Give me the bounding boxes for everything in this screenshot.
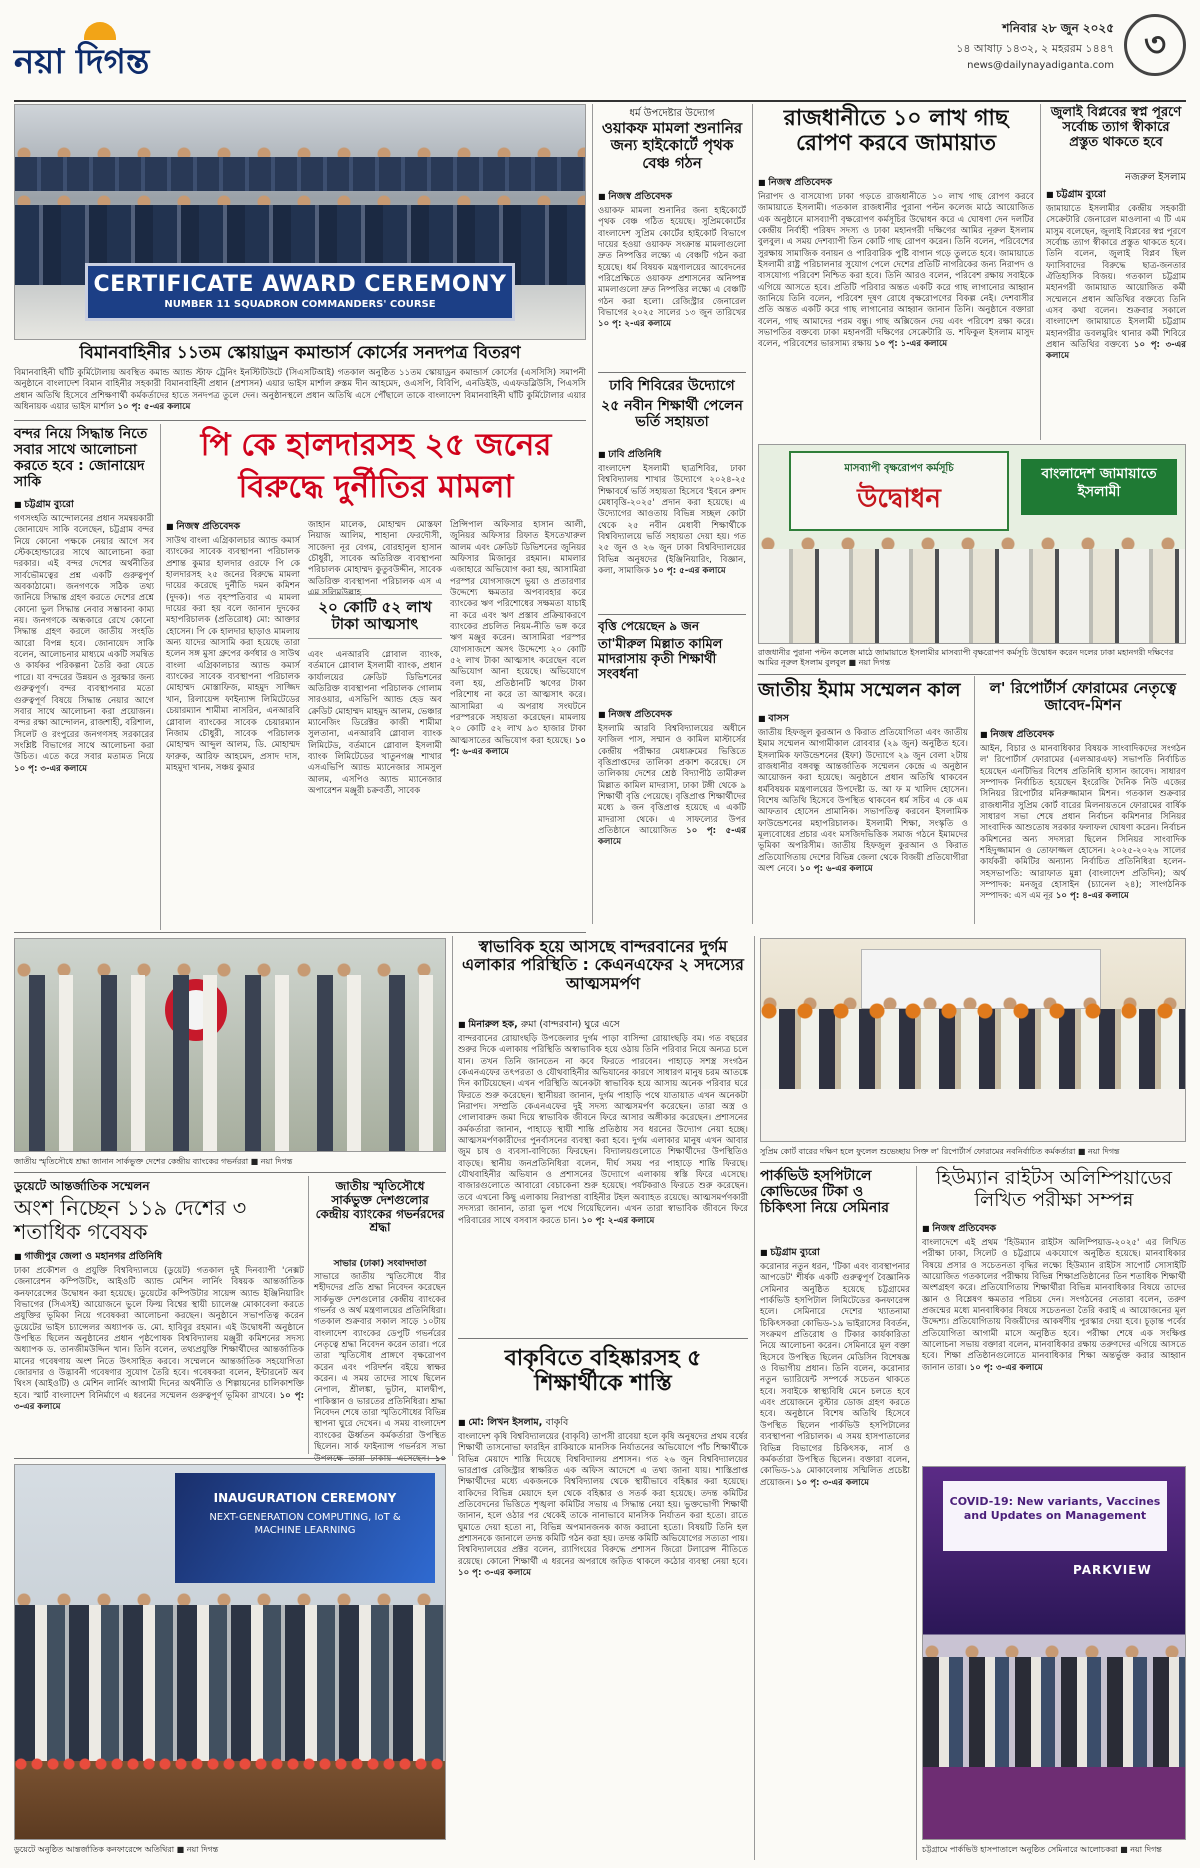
waqf-reporter: ■ নিজস্ব প্রতিবেদক xyxy=(598,190,672,205)
parkview-logo: PARKVIEW xyxy=(1073,1563,1152,1577)
tree-banner-main xyxy=(789,451,1009,531)
memorial-photo xyxy=(14,938,446,1152)
memorial-caption-credit: ■ নয়া দিগন্ত xyxy=(250,1157,293,1166)
parkview-body-text: করোনার নতুন ধরন, 'টিকা এবং ব্যবস্থাপনার আপডেট' শীর্ষক একটি গুরুত্বপূর্ণ বৈজ্ঞানিক সেমিনার অনুষ্ঠিত হয়েছে চট্টগ্রামের পার্কভিউ হসপিটাল লিমিটেডের কনফারেন্স হলে। সেমিনারে দেশের খ্যাতনামা চিকিৎসকরা কোভিড-১৯ ভাইরাসের বিবর্তন, সংক্রমণ প্রতিরোধ ও টিকার কার্যকারিতা নিয়ে আলোচনা করেন। সেমিনারে মূল বক্তা হিসেবে উপস্থিত ছিলেন মেডিসিন বিশেষজ্ঞ ও বিভাগীয় প্রধান। তিনি বলেন, করোনার নতুন ভ্যারিয়েন্ট সম্পর্কে সচেতন থাকতে হবে। সবাইকে স্বাস্থ্যবিধি মেনে চলতে হবে এবং প্রয়োজনে বুস্টার ডোজ গ্রহণ করতে হবে। অনুষ্ঠানে বিশেষ অতিথি হিসেবে উপস্থিত ছিলেন পার্কভিউ হসপিটালের ব্যবস্থাপনা পরিচালক। এ সময় হাসপাতালের বিভিন্ন বিভাগের চিকিৎসক, নার্স ও কর্মকর্তারা উপস্থিত ছিলেন। বক্তারা বলেন, কোভিড-১৯ মোকাবেলায় সম্মিলিত প্রচেষ্টা প্রয়োজন। xyxy=(760,1262,910,1488)
saarc-headline[interactable]: জাতীয় স্মৃতিসৌধে সার্কভুক্ত দেশগুলোর কেন্দ্রীয় ব্যাংকের গভর্নরদের শ্রদ্ধা xyxy=(315,1179,445,1235)
parkview-body xyxy=(760,1262,910,1840)
trees-body xyxy=(758,192,1034,440)
humanrights-more-link[interactable]: ১০ পৃ: ৩-এর কলামে xyxy=(969,1362,1043,1373)
humanrights-body xyxy=(922,1238,1186,1460)
duet-conference-photo xyxy=(14,1464,446,1840)
imam-headline[interactable]: জাতীয় ইমাম সম্মেলন কাল xyxy=(758,679,961,701)
pk-reporter: ■ নিজস্ব প্রতিবেদক xyxy=(166,520,240,535)
rule xyxy=(14,420,586,421)
masthead-logo[interactable] xyxy=(14,22,234,82)
airforce-photo xyxy=(14,104,586,340)
tree-caption-text: রাজধানীর পুরানা পল্টন কলেজ মাঠে জামায়াতে ইসলামীর মাসব্যাপী বৃক্ষরোপণ কর্মসূচি উদ্বোধন করেন দলের ঢাকা মহানগরী দক্ষিণের আমির নূরুল ইসলাম বুলবুল xyxy=(758,648,1174,668)
waqf-headline[interactable]: ওয়াকফ মামলা শুনানির জন্য হাইকোর্টে পৃথক বেঞ্চ গঠন xyxy=(601,119,743,172)
pk-body-col3-text: প্রিন্সিপাল অফিসার হাসান আলী, জুনিয়র অফিসার রিফাত ইসতেখারুল আলম এবং ক্রেডিট ডিভিশনের জুনিয়র অফিসার মিজানুর রহমান। মামলার এজাহারে অভিযোগ করা হয়, আসামিরা পরস্পর যোগসাজশে ভুয়া ও প্রতারণার উদ্দেশ্যে ক্ষমতার অপব্যবহার করে ব্যাংকের ঋণ পরিশোধের সক্ষমতা যাচাই না করে এবং ঋণ প্রস্তাব প্রক্রিয়াকরণে ব্যাংকের প্রচলিত নিয়ম-নীতি ভঙ্গ করে ঋণ মঞ্জুর করেন। আসামিরা পরস্পর যোগসাজশে অসৎ উদ্দেশ্যে ২০ কোটি ৫২ লাখ টাকা আত্মসাৎ করেছেন বলে অভিযোগ আনা হয়েছে। অভিযোগে বলা হয়, প্রতিষ্ঠানটি ঋণের টাকা পরিশোধ না করে তা আত্মসাৎ করে। আসামিরা এ অপরাধ সংঘটনে পরস্পরকে সহায়তা করেছেন। মামলায় ২০ কোটি ৫২ লাখ ৯৩ হাজার টাকা আত্মসাতের অভিযোগ করা হয়েছে। xyxy=(450,520,586,746)
shibir-more-link[interactable]: ১০ পৃ: ৫-এর কলামে xyxy=(652,566,726,577)
law-more-link[interactable]: ১০ পৃ: ৪-এর কলামে xyxy=(1055,891,1129,902)
july-headline[interactable]: জুলাই বিপ্লবের স্বপ্ন পূরণে সর্বোচ্চ ত্যাগ স্বীকারে প্রস্তুত থাকতে হবে xyxy=(1050,105,1182,150)
duet-photo-caption-credit: ■ নয়া দিগন্ত xyxy=(176,1845,219,1854)
rule xyxy=(598,372,746,373)
duet-body-text: ঢাকা প্রকৌশল ও প্রযুক্তি বিশ্ববিদ্যালয়ে (ডুয়েট) গতকাল দুই দিনব্যাপী 'নেক্সট জেনারেশন কম্পিউটিং, আইওটি অ্যান্ড মেশিন লার্নিং বিষয়ক আন্তর্জাতিক কনফারেন্সের উদ্বোধন করা হয়েছে। ডুয়েটের কম্পিউটার সায়েন্স অ্যান্ড ইঞ্জিনিয়ারিং বিভাগের (সিএসই) আয়োজনে ভুলে ফিল্ম বিশ্বের স্থায়ী চ্যালেঞ্জ মোকাবেলা করতে প্রযুক্তির ভূমিকা নিয়ে গবেষকরা আলোচনা করছেন। অনুষ্ঠানে সভাপতিত্ব করেন ডুয়েটের ভাইস চ্যান্সেলর অধ্যাপক ড. মো. হাবিবুর রহমান। এই উদ্বোধনী অনুষ্ঠানে উপস্থিত ছিলেন অনুষ্ঠানের প্রধান পৃষ্ঠপোষক বিশ্ববিদ্যালয় মঞ্জুরী কমিশনের সদস্য অধ্যাপক ড. তানজীমউদ্দিন খান। তিনি বলেন, তথ্যপ্রযুক্তি শিক্ষার্থীদের আন্তর্জাতিক মানের গবেষণায় অংশ নিতে উৎসাহিত করবে। সম্মেলনে আন্তর্জাতিক সহযোগিতা জোরদার ও উদ্ভাবনী গবেষণার সুযোগ তৈরি হবে। গবেষকরা বলেন, ইন্টারনেট অব থিংস (আইওটি) ও মেশিন লার্নিং আগামী দিনের অর্থনীতি ও শিল্পায়নের চালিকাশক্তি হবে। স্মার্ট বাংলাদেশ বিনির্মাণে এ ধরনের সম্মেলন গুরুত্বপূর্ণ ভূমিকা রাখবে। xyxy=(14,1266,304,1401)
bandarban-more-link[interactable]: ১০ পৃ: ২-এর কলামে xyxy=(581,1215,655,1226)
madrasa-headline[interactable]: তা'মীরুল মিল্লাত কামিল মাদরাসায় কৃতী শিক্ষার্থী সংবর্ধনা xyxy=(598,637,723,682)
pk-body-col2-top xyxy=(308,520,442,599)
kaku-body xyxy=(458,1432,748,1856)
waqf-kicker: ধর্ম উপদেষ্টার উদ্যোগ xyxy=(629,108,715,119)
memorial-caption xyxy=(14,1156,446,1169)
masthead xyxy=(0,0,1200,100)
parkview-screen: COVID-19: New variants, Vaccines and Updates on Management xyxy=(943,1481,1167,1551)
rule xyxy=(754,936,755,1860)
kaku-body-text: বাংলাদেশ কৃষি বিশ্ববিদ্যালয়ের (বাকৃবি) তাপসী রাবেয়া হলে কৃষি অনুষদের প্রথম বর্ষের শিক্ষার্থী তাসনোভা ফারহিন রাকিয়াকে মানসিক নির্যাতনের অভিযোগে পাঁচ শিক্ষার্থীকে বিভিন্ন মেয়াদে শাস্তি দিয়েছে বিশ্ববিদ্যালয় প্রশাসন। গত ২৬ জুন বিশ্ববিদ্যালয়ের ভারপ্রাপ্ত রেজিস্ট্রার স্বাক্ষরিত এক অফিস আদেশে এ তথ্য জানা যায়। শাস্তিপ্রাপ্ত শিক্ষার্থীদের মধ্যে একজনকে বিশ্ববিদ্যালয় থেকে স্থায়ীভাবে বহিষ্কার করা হয়েছে। বাকিদের বিভিন্ন মেয়াদে হল থেকে বহিষ্কার ও সতর্ক করা হয়েছে। তদন্ত কমিটির প্রতিবেদনের ভিত্তিতে শৃঙ্খলা কমিটির সভায় এ সিদ্ধান্ত নেয়া হয়। ভুক্তভোগী শিক্ষার্থী জানান, হলে ওঠার পর থেকেই তাকে নানাভাবে মানসিক নির্যাতন করা হতো। রাতে ঘুমাতে দেয়া হতো না, বিভিন্ন অপমানজনক কাজ করানো হতো। বিষয়টি তিনি হল প্রশাসনকে জানালে তদন্ত কমিটি গঠন করা হয়। তদন্ত কমিটি অভিযোগের সত্যতা পায়। বিশ্ববিদ্যালয়ের প্রক্টর বলেন, র‍্যাগিংয়ের বিরুদ্ধে প্রশাসন জিরো টলারেন্স নীতিতে রয়েছে। কোনো শিক্ষার্থী এ ধরনের অপরাধে জড়িত থাকলে কঠোর ব্যবস্থা নেয়া হবে। xyxy=(458,1432,748,1567)
date-line-2: ১৪ আষাঢ় ১৪৩২, ২ মহররম ১৪৪৭ xyxy=(956,42,1114,55)
rule xyxy=(458,1338,748,1339)
imam-more-link[interactable]: ১০ পৃ: ৬-এর কলামে xyxy=(799,864,873,875)
duet-headline[interactable]: অংশ নিচ্ছেন ১১৯ দেশের ৩ শতাধিক গবেষক xyxy=(14,1196,247,1245)
madrasa-more-link[interactable]: ১০ পৃ: ৫-এর কলামে xyxy=(598,826,747,848)
rule xyxy=(14,1172,446,1173)
saarc-reporter: সাভার (ঢাকা) সংবাদদাতা xyxy=(333,1259,427,1269)
duet-photo-caption-text: ডুয়েটে অনুষ্ঠিত আন্তর্জাতিক কনফারেন্সে অতিথিরা xyxy=(14,1845,175,1854)
pk-body-col2-text: জাহান মালেক, মোহাম্মদ মোস্তফা নিয়াজ আলিম, শাহানা ফেরদৌসী, সাজেদা নূর বেগম, বোরহানুল হাসান চৌধুরী, সাবেক অতিরিক্ত ব্যবস্থাপনা পরিচালক মোহাম্মদ কুতুবউদ্দীন, সাবেক অতিরিক্ত ব্যবস্থাপনা পরিচালক এস এ এম সলিমউল্লাহ xyxy=(308,520,442,599)
humanrights-body-text: বাংলাদেশে এই প্রথম 'হিউম্যান রাইটস অলিম্পিয়াড-২০২৫' এর লিখিত পরীক্ষা ঢাকা, সিলেট ও চট্টগ্রামে একযোগে অনুষ্ঠিত হয়েছে। মানবাধিকার বিষয়ে প্রসার ও সচেতনতা বৃদ্ধির লক্ষ্যে হিউম্যান রাইটস সাপোর্ট সোসাইটি আয়োজিত গতকালের পরীক্ষায় বিভিন্ন শিক্ষাপ্রতিষ্ঠানের তিন শতাধিক শিক্ষার্থী অংশগ্রহণ করে। প্রতিযোগিতায় শিক্ষার্থীরা বিভিন্ন মানবাধিকার বিষয়ে তাদের জ্ঞান ও বিশ্লেষণ ক্ষমতার পরিচয় দেন। সংগঠনের নেতারা বলেন, তরুণ প্রজন্মের মধ্যে মানবাধিকার বিষয়ে সচেতনতা তৈরি করাই এ আয়োজনের মূল উদ্দেশ্য। প্রতিযোগিতায় বিজয়ীদের আকর্ষণীয় পুরস্কার দেয়া হবে। চূড়ান্ত পর্বের প্রতিযোগিতা আগামী মাসে অনুষ্ঠিত হবে। পরীক্ষা শেষে এক সংক্ষিপ্ত আলোচনা সভায় বক্তারা বলেন, মানবাধিকার রক্ষায় তরুণদের এগিয়ে আসতে হবে। শিক্ষা প্রতিষ্ঠানগুলোতে মানবাধিকার শিক্ষা অন্তর্ভুক্ত করার আহ্বান জানান তারা। xyxy=(922,1238,1186,1373)
pk-body-col3 xyxy=(450,520,586,928)
law-body xyxy=(980,744,1186,924)
port-reporter: ■ চট্টগ্রাম ব্যুরো xyxy=(14,498,74,513)
rule xyxy=(916,1166,917,1860)
kaku-headline[interactable]: বাকৃবিতে বহিষ্কারসহ ৫ শিক্ষার্থীকে শাস্তি xyxy=(504,1346,702,1397)
trees-more-link[interactable]: ১০ পৃ: ১-এর কলামে xyxy=(874,339,948,350)
port-body-text: গণসংহতি আন্দোলনের প্রধান সমন্বয়কারী জোনায়েদ সাকি বলেছেন, চট্টগ্রাম বন্দর নিয়ে কোনো পক্ষকে নেয়ার আগে সব স্টেকহোল্ডারের সাথে আলোচনা করা দরকার। এই বন্দর দেশের অর্থনীতির সার্বভৌমত্বের প্রশ্ন একটি গুরুত্বপূর্ণ অবকাঠামো। জনগণকে সঠিক তথ্য জানিয়ে সিদ্ধান্ত গ্রহণ করতে দেশের প্রশ্নে কোনো ভুল সিদ্ধান্ত নেবার সম্ভাবনা কাম্য নয়। জনগণকে অন্ধকারে রেখে কোনো সিদ্ধান্ত গ্রহণ করলে জাতীয় সংহতি আরো বিপন্ন হবে। জোনায়েদ সাকি বলেন, আলোচনার মাধ্যমে একটি সমন্বিত ও কার্যকর পরিকল্পনা তৈরি করা যেতে পারে। যা বন্দরের উন্নয়ন ও সুরক্ষার জন্য গুরুত্বপূর্ণ। বন্দর ব্যবস্থাপনার মতো গুরুত্বপূর্ণ বিষয়ে সিদ্ধান্ত নেয়ার আগে সবার সাথে আলোচনা করা প্রয়োজন। বন্দর রক্ষা আন্দোলন, রাজশাহী, বরিশাল, সিলেট ও রংপুরের জনগণসহ সরকারের সংশ্লিষ্ট বিভাগের সাথে আলোচনা করা উচিত। এতে করে সবার মতামত নিয়ে xyxy=(14,514,154,763)
tree-banner-line1: মাসব্যাপী বৃক্ষরোপণ কর্মসূচি xyxy=(844,463,954,474)
tree-event-photo xyxy=(758,444,1186,644)
kaku-location: বাকৃবি xyxy=(545,1417,569,1428)
kaku-more-link[interactable]: ১০ পৃ: ৩-এর কলামে xyxy=(458,1568,531,1579)
bandarban-headline[interactable]: স্বাভাবিক হয়ে আসছে বান্দরবানের দুর্গম এলাকার পরিস্থিতি : কেএনএফের ২ সদস্যের আত্মসমর্পণ xyxy=(462,937,744,993)
rule xyxy=(758,674,1186,675)
rule xyxy=(760,1162,1186,1163)
duet-body xyxy=(14,1266,304,1452)
conference-banner-line2: NEXT-GENERATION COMPUTING, IoT & MACHINE LEARNING xyxy=(209,1512,401,1536)
parkview-photo-caption-text: চট্টগ্রামে পার্কভিউ হাসপাতালে অনুষ্ঠিত সেমিনারে আলোচকরা xyxy=(922,1845,1118,1854)
port-more-link[interactable]: ১০ পৃ: ৩-এর কলামে xyxy=(14,763,87,774)
july-body-text: জামায়াতে ইসলামীর কেন্দ্রীয় সহকারী সেক্রেটারি জেনারেল মাওলানা এ টি এম মাসুম বলেছেন, জুলাই বিপ্লবের স্বপ্ন পূরণে সর্বোচ্চ ত্যাগ স্বীকারে প্রস্তুত থাকতে হবে। তিনি বলেন, জুলাই বিপ্লব ছিল ফ্যাসিবাদের বিরুদ্ধে ছাত্র-জনতার ঐতিহাসিক বিজয়। গতকাল চট্টগ্রাম মহানগরী জামায়াত আয়োজিত কর্মী সম্মেলনে প্রধান অতিথির বক্তব্যে তিনি এসব কথা বলেন। শুক্রবার সকালে বাংলাদেশ জামায়াতে ইসলামী চট্টগ্রাম মহানগরীর ডবলমুরিং থানার কর্মী শিবিরে প্রধান অতিথির বক্তব্যে xyxy=(1046,204,1186,351)
tree-banner-line2: উদ্বোধন xyxy=(857,484,941,514)
parkview-more-link[interactable]: ১০ পৃ: ৩-এর কলামে xyxy=(796,1477,870,1488)
rule xyxy=(452,936,453,1456)
bandarban-body-text: বান্দরবানের রোয়াংছড়ি উপজেলার দুর্গম পাড়া বাসিন্দা রোয়াংছড়ি বম। গত বছরের শুরুর দিকে এলাকায় পরিস্থিতি অস্বাভাবিক হয়ে ওঠায় তিনি পরিবার নিয়ে অন্যত্র চলে যান। তখন তিনি জানতেন না কবে ফিরতে পারবেন। পাহাড়ে সশস্ত্র সংগঠন কেএনএফের তৎপরতা ও যৌথবাহিনীর অভিযানের কারণে সাধারণ মানুষ চরম আতঙ্কে দিন কাটিয়েছেন। এখন পরিস্থিতি অনেকটা স্বাভাবিক হয়ে আসায় অনেক পরিবার ঘরে ফিরতে শুরু করেছেন। স্থানীয়রা জানান, দুর্গম পাহাড়ি পথে যাতায়াত এখন অনেকটা নিরাপদ। সম্প্রতি কেএনএফের দুই সদস্য আত্মসমর্পণ করেছেন। তারা অস্ত্র ও গোলাবারুদ জমা দিয়ে স্বাভাবিক জীবনে ফিরে আসার অঙ্গীকার করেছেন। প্রশাসনের কর্মকর্তারা জানান, পাহাড়ে স্থায়ী শান্তি প্রতিষ্ঠায় সব ধরনের উদ্যোগ নেয়া হচ্ছে। আত্মসমর্পণকারীদের পুনর্বাসনের ব্যবস্থা করা হবে। দুর্গম এলাকার মানুষ এখন আবার জুম চাষ ও ব্যবসা-বাণিজ্যে ফিরছেন। বিদ্যালয়গুলোতে শিক্ষার্থীদের উপস্থিতিও বাড়ছে। স্থানীয় জনপ্রতিনিধিরা বলেন, দীর্ঘ সময় পর পাহাড়ে শান্তি ফিরছে। যৌথবাহিনীর অভিযান ও প্রশাসনের উদ্যোগে এলাকায় স্বস্তি ফিরে এসেছে। বাজারগুলোতে আবারো বেচাকেনা শুরু হয়েছে। পর্যটকরাও ফিরতে শুরু করেছেন। তবে এখনো কিছু এলাকায় নিরাপত্তা বাহিনীর টহল অব্যাহত রয়েছে। আত্মসমর্পণকারী সদস্যরা জানান, তারা ভুল পথে গিয়েছিলেন। এখন তারা স্বাভাবিক জীবনে ফিরে পরিবারের সাথে বসবাস করতে চান। xyxy=(458,1034,748,1226)
saarc-body xyxy=(314,1272,446,1452)
port-body xyxy=(14,514,154,928)
parkview-photo xyxy=(922,1466,1186,1840)
parkview-headline[interactable]: পার্কভিউ হসপিটালে কোভিডের টিকা ও চিকিৎসা নিয়ে সেমিনার xyxy=(760,1168,889,1217)
rule xyxy=(974,676,975,924)
waqf-body-text: ওয়াকফ মামলা শুনানির জন্য হাইকোর্টে পৃথক বেঞ্চ গঠিত হয়েছে। সুপ্রিমকোর্টের বাংলাদেশ সুপ্রিম কোর্টের হাইকোর্ট বিভাগে দায়ের হওয়া ওয়াকফ সংক্রান্ত মামলাগুলো দ্রুত নিষ্পত্তির লক্ষ্যে এ বেঞ্চটি গঠন করা হয়েছে। ধর্ম বিষয়ক মন্ত্রণালয়ের আবেদনের পরিপ্রেক্ষিতে ওয়াকফ প্রশাসনের অনিষ্পন্ন মামলাগুলো দ্রুত নিষ্পত্তির লক্ষ্যে এ বেঞ্চটি গঠন করা হলো। রেজিস্ট্রার জেনারেল বিভাগের ২০২৫ সালের ১৩ জুন তারিখের xyxy=(598,206,746,319)
trees-body-text: নিরাপদ ও বাসযোগ্য ঢাকা গড়তে রাজধানীতে ১০ লাখ গাছ রোপণ করবে জামায়াতে ইসলামী। গতকাল রাজধানীর পুরানা পল্টন কলেজ মাঠে আয়োজিত এক অনুষ্ঠানে মাসব্যাপী বৃক্ষরোপণ কর্মসূচির উদ্বোধন করে এ ঘোষণা দেন দলটির কেন্দ্রীয় নির্বাহী পরিষদ সদস্য ও ঢাকা মহানগরী দক্ষিণের আমির নূরুল ইসলাম বুলবুল। এ সময় দেশব্যাপী তিন কোটি গাছ রোপণ করেন। তিনি বলেন, পরিবেশের সুরক্ষায় সামাজিক বনায়ন ও পারিবারিক পুষ্টি বাগান গড়ে তুলতে হবে। জামায়াতে ইসলামী রাষ্ট্র পরিচালনার সুযোগ পেলে দেশের প্রতিটি নাগরিকের জন্য নিরাপদ ও বাসযোগ্য পরিবেশ নিশ্চিত করা হবে। তিনি আরও বলেন, পরিবেশ রক্ষায় সবাইকে এগিয়ে আসতে হবে। প্রতিটি পরিবার অন্তত একটি করে গাছ লাগানোর আহ্বান জানিয়ে তিনি বলেন, পরিবেশ দূষণ রোধে বৃক্ষরোপণের বিকল্প নেই। দেশবাসীর প্রতি অন্তত একটি করে গাছ লাগানোর আহ্বান জানান তিনি। অনুষ্ঠানে বক্তারা বলেন, গাছ আমাদের পরম বন্ধু। গাছ অক্সিজেন দেয় এবং পরিবেশ রক্ষা করে। সভাপতির বক্তব্যে ঢাকা মহানগরী দক্ষিণের সেক্রেটারি ড. শফিকুল ইসলাম মাসুদ বলেন, পরিবেশের ভারসাম্য রক্ষায় xyxy=(758,192,1034,350)
memorial-caption-text: জাতীয় স্মৃতিসৌধে শ্রদ্ধা জানান সার্কভুক্ত দেশের কেন্দ্রীয় ব্যাংকের গভর্নররা xyxy=(14,1157,249,1166)
kaku-reporter-name: মো: লিখন ইসলাম xyxy=(468,1417,539,1428)
pk-body-col2b-text: এবং এনআরবি গ্লোবাল ব্যাংক, বর্তমানে গ্লোবাল ইসলামী ব্যাংক, প্রধান কার্যালয়ের ক্রেডিট ডিভিশনের অতিরিক্ত ব্যবস্থাপনা পরিচালক গোলাম সারওয়ার, এসভিপি অ্যান্ড হেড অব ক্রেডিট মোহাম্মদ মাহমুদ আলম, ভেঞ্চার ম্যানেজিং ডিরেক্টর কাজী শামীমা সুলতানা, এনআরবি গ্লোবাল ব্যাংক লিমিটেড, বর্তমানে গ্লোবাল ইসলামী ব্যাংক লিমিটেডের খাতুনগঞ্জ শাখার এসএভিপি অ্যান্ড ম্যানেজার সামসুল আলম, এসপিও অ্যান্ড ম্যানেজার অপারেশন মঞ্জুরী চক্রবর্তী, সাবেক xyxy=(308,650,442,797)
masthead-rule xyxy=(14,100,1186,102)
conference-backdrop xyxy=(175,1473,435,1583)
parkview-photo-caption-credit: ■ নয়া দিগন্ত xyxy=(1120,1845,1162,1854)
banner-subtitle: NUMBER 11 SQUADRON COMMANDERS' COURSE xyxy=(164,299,436,310)
july-speaker: নজরুল ইসলাম xyxy=(1125,172,1186,183)
law-reporter: ■ নিজস্ব প্রতিবেদক xyxy=(980,728,1054,743)
humanrights-headline[interactable]: হিউম্যান রাইটস অলিম্পিয়াডের লিখিত পরীক্ষা সম্পন্ন xyxy=(935,1167,1173,1211)
rule xyxy=(752,104,753,924)
trees-headline[interactable]: রাজধানীতে ১০ লাখ গাছ রোপণ করবে জামায়াত xyxy=(783,106,1009,157)
law-body-text: আইন, বিচার ও মানবাধিকার বিষয়ক সাংবাদিকদের সংগঠন ল' রিপোর্টার্স ফোরামের (এলআরএফ) সভাপতি নির্বাচিত হয়েছেন এনটিভির বিশেষ প্রতিনিধি হাসান জাবেদ। সাধারণ সম্পাদক নির্বাচিত হয়েছেন ইংরেজি দৈনিক নিউ এজের সিনিয়র রিপোর্টার মনিরুজ্জামান মিশন। গতকাল শুক্রবার রাজধানীর সুপ্রিম কোর্ট বারের মিলনায়তনে ফোরামের বার্ষিক সাধারণ সভা শেষে প্রধান নির্বাচন কমিশনার সিনিয়র সাংবাদিক আশুতোষ সরকার ফলাফল ঘোষণা করেন। নির্বাচন কমিশনের অন্য সদস্যরা ছিলেন সিনিয়র সাংবাদিক শহিদুজ্জামান ও তোফাজ্জল হোসেন। ২০২৫-২০২৬ সালের কার্যকরী কমিটির অন্যান্য নির্বাচিত প্রতিনিধিরা হলেন- সহসভাপতি: আরাফাত মুন্না (বাংলাদেশ প্রতিদিন); অর্থ সম্পাদক: মনজুর হোসাইন (চ্যানেল ২৪); সাংগঠনিক সম্পাদক: এস এম নূর xyxy=(980,744,1186,902)
july-body xyxy=(1046,204,1186,440)
madrasa-body xyxy=(598,724,746,924)
humanrights-reporter: ■ নিজস্ব প্রতিবেদক xyxy=(922,1222,996,1237)
imam-body xyxy=(758,728,968,924)
rule xyxy=(160,424,161,930)
madrasa-reporter: ■ নিজস্ব প্রতিবেদক xyxy=(598,708,672,723)
pk-body-col2-bottom xyxy=(308,650,442,928)
bandarban-body xyxy=(458,1034,748,1334)
tree-caption-credit: ■ নয়া দিগন্ত xyxy=(848,658,891,668)
duet-photo-caption xyxy=(14,1844,446,1857)
saarc-body-text: সাভারে জাতীয় স্মৃতিসৌধে বীর শহীদদের প্রতি শ্রদ্ধা নিবেদন করেছেন সার্কভুক্ত দেশগুলোর কেন্দ্রীয় ব্যাংকের গভর্নর ও অর্থ মন্ত্রণালয়ের প্রতিনিধিরা। গতকাল শুক্রবার সকাল সাড়ে ১০টায় বাংলাদেশ ব্যাংকের ডেপুটি গভর্নরের নেতৃত্বে শ্রদ্ধা নিবেদন করেন তারা। পরে তারা স্মৃতিসৌধ প্রাঙ্গণে বৃক্ষরোপণ করেন এবং পরিদর্শন বইয়ে স্বাক্ষর করেন। এ সময় তাদের সাথে ছিলেন নেপাল, শ্রীলঙ্কা, ভুটান, মালদ্বীপ, পাকিস্তান ও ভারতের প্রতিনিধিরা। শ্রদ্ধা নিবেদন শেষে তারা স্মৃতিসৌধের বিভিন্ন স্থাপনা ঘুরে দেখেন। এ সময় বাংলাদেশ ব্যাংকের ঊর্ধ্বতন কর্মকর্তারা উপস্থিত ছিলেন। সার্ক ফাইন্যান্স গভর্নরস সভা xyxy=(314,1272,446,1453)
duet-kicker: ডুয়েটে আন্তর্জাতিক সম্মেলন xyxy=(14,1179,150,1193)
july-more-link[interactable]: ১০ পৃ: ৩-এর কলামে xyxy=(1046,340,1186,362)
pk-headline-line2[interactable]: বিরুদ্ধে দুর্নীতির মামলা xyxy=(238,469,514,505)
parkview-reporter: ■ চট্টগ্রাম ব্যুরো xyxy=(760,1246,820,1261)
pk-body-col1 xyxy=(166,536,300,928)
rule xyxy=(592,104,593,924)
july-reporter: ■ চট্টগ্রাম ব্যুরো xyxy=(1046,188,1106,203)
rule xyxy=(14,932,586,933)
law-photo-caption-text: সুপ্রিম কোর্ট বারের দক্ষিণ হলে ফুলেল শুভেচ্ছায় সিক্ত ল' রিপোর্টার্স ফোরামের নবনির্বাচিত কর্মকর্তারা xyxy=(760,1147,1076,1156)
bandarban-reporter-name: মিনারুল হক xyxy=(468,1019,515,1030)
duet-reporter: ■ গাজীপুর জেলা ও মহানগর প্রতিনিধি xyxy=(14,1250,162,1265)
law-photo-caption-credit: ■ নয়া দিগন্ত xyxy=(1077,1147,1120,1156)
date-line-1: শনিবার ২৮ জুন ২০২৫ xyxy=(1002,21,1114,35)
airforce-more-link[interactable]: ১০ পৃ: ৫-এর কলামে xyxy=(117,402,191,413)
madrasa-body-text: ইসলামি আরবি বিশ্ববিদ্যালয়ের অধীনে ফাজিল পাস, সম্মান ও কামিল মাস্টার্সের কেন্দ্রীয় পরীক্ষার মেধাক্রমের ভিত্তিতে বৃত্তিপ্রাপ্তদের তালিকা প্রকাশ করেছে। সে তালিকায় দেশের শ্রেষ্ঠ বিদ্যাপীঠ তামীরুল মিল্লাত কামিল মাদরাসা, ঢাকা টঙ্গী থেকে ৯ শিক্ষার্থী বৃত্তি পেয়েছে। বৃত্তিপ্রাপ্ত শিক্ষার্থীদের মধ্যে ৯ জন বৃত্তিপ্রাপ্ত হয়েছে এ একটি মাদরাসা থেকে। এ সাফল্যের উপর প্রতিষ্ঠানে আয়োজিত xyxy=(598,724,746,837)
law-photo-caption xyxy=(760,1146,1186,1159)
pk-subhead: ২০ কোটি ৫২ লাখ টাকা আত্মসাৎ xyxy=(308,594,442,639)
pk-more-link[interactable]: ১০ পৃ: ৬-এর কলামে xyxy=(450,735,586,757)
airforce-body-text: বিমানবাহিনী ঘাঁটি কুর্মিটোলায় অবস্থিত কমান্ড অ্যান্ড স্টাফ ট্রেনিং ইনস্টিটিউটে (সিএসটিআই) গতকাল অনুষ্ঠিত ১১তম স্কোয়াড্রন কমান্ডার্স কোর্সের (এসসিসি) সমাপনী অনুষ্ঠানে বাংলাদেশ বিমান বাহিনীর সহকারী বিমানবাহিনী প্রধান (প্রশাসন) এয়ার ভাইস মার্শাল রুস্তম দীন আহমেদ, ওএসপি, বিবিপি, এনডিইউ, এএফডব্লিউসি, পিএসসি প্রধান অতিথি হিসেবে প্রশিক্ষণার্থী কর্মকর্তাদের হাতে সনদপত্র তুলে দেন। অনুষ্ঠানস্থলে প্রধান অতিথি এসে পৌঁছালে তাকে বাংলাদেশ বিমানবাহিনী ঘাঁটি কুর্মিটোলার এয়ার অধিনায়ক এয়ার ভাইস মার্শাল xyxy=(14,368,586,413)
shibir-body xyxy=(598,464,746,610)
shibir-kicker: ঢাবি শিবিরের উদ্যোগে xyxy=(609,378,735,394)
imam-reporter: ■ বাসস xyxy=(758,712,789,727)
bandarban-location: রুমা (বান্দরবান) ঘুরে এসে xyxy=(521,1019,620,1030)
madrasa-kicker: বৃত্তি পেয়েছেন ৯ জন xyxy=(598,619,700,633)
imam-body-text: জাতীয় হিফজুল কুরআন ও কিরাত প্রতিযোগিতা এবং জাতীয় ইমাম সম্মেলন আগামীকাল রোববার (২৯ জুন) অনুষ্ঠিত হবে। ইসলামিক ফাউন্ডেশনের (ইফা) উদ্যোগে ২৯ জুন বেলা ২টায় রাজধানীর বঙ্গবন্ধু আন্তর্জাতিক সম্মেলন কেন্দ্রে এ অনুষ্ঠান আয়োজন করা হয়েছে। অনুষ্ঠানে প্রধান অতিথি থাকবেন ধর্মবিষয়ক মন্ত্রণালয়ের উপদেষ্টা ড. আ ফ ম খালিদ হোসেন। বিশেষ অতিথি হিসেবে উপস্থিত থাকবেন ধর্ম সচিব এ কে এম আফতাব হোসেন প্রামানিক। সভাপতিত্ব করবেন ইসলামিক ফাউন্ডেশনের মহাপরিচালক। ইসলামী শিক্ষা, সংস্কৃতি ও মূল্যবোধের প্রচার এবং মসজিদভিত্তিক সমাজ গঠনে ইমামদের ভূমিকা অপরিসীম। জাতীয় হিফজুল কুরআন ও কিরাত প্রতিযোগিতায় দেশের বিভিন্ন জেলা থেকে বিজয়ী প্রতিযোগীরা অংশ নেবে। xyxy=(758,728,968,875)
waqf-more-link[interactable]: ১০ পৃ: ২-এর কলামে xyxy=(598,319,671,330)
pk-body-col1-text: সাউথ বাংলা এগ্রিকালচার অ্যান্ড কমার্স ব্যাংকের সাবেক ব্যবস্থাপনা পরিচালক প্রশান্ত কুমার হালদার ওরফে পি কে হালদারসহ ২৫ জনের বিরুদ্ধে মামলা দায়ের করেছে দুর্নীতি দমন কমিশন (দুদক)। গত বৃহস্পতিবার এ মামলা দায়ের করা হয় বলে জানান দুদকের মহাপরিচালক (প্রতিরোধ) মো: আক্তার হোসেন। পি কে হালদার ছাড়াও মামলায় অন্য যাদের আসামি করা হয়েছে তারা হলেন সঙ্গ মুসা গ্রুপের কর্ণধার ও সাউথ বাংলা এগ্রিকালচার অ্যান্ড কমার্স ব্যাংকের সাবেক ব্যবস্থাপনা পরিচালক মোহাম্মদ মোস্তাফিজ, মাহমুদ সাজ্জিদ খান, রিলায়েন্স ফাইন্যান্স লিমিটেডের চেয়ারম্যান শামীমা নাসরিন, এনআরবি গ্লোবাল ব্যাংকের সাবেক চেয়ারম্যান নিজাম চৌধুরী, সাবেক পরিচালক মোহাম্মদ আব্দুল আলম, ডি. মোহাম্মদ ফারুক, আরিফ আহমেদ, প্রসাদ দাস, মাহমুদা খানম, সঞ্চয় কুমার xyxy=(166,536,300,773)
law-headline[interactable]: ল' রিপোর্টার্স ফোরামের নেতৃত্বে জাবেদ-মিশন xyxy=(989,679,1177,715)
rule xyxy=(308,1176,309,1454)
page-number: ৩ xyxy=(1124,14,1186,76)
logo-text: নয়া দিগন্ত xyxy=(14,42,150,82)
rule xyxy=(598,614,746,615)
law-reporters-photo xyxy=(760,938,1186,1142)
port-headline[interactable]: বন্দর নিয়ে সিদ্ধান্ত নিতে সবার সাথে আলোচনা করতে হবে : জোনায়েদ সাকি xyxy=(14,426,148,491)
airforce-body xyxy=(14,368,586,416)
certificate-banner xyxy=(85,263,515,321)
rule xyxy=(14,1458,446,1459)
contact-email[interactable]: news@dailynayadiganta.com xyxy=(967,60,1114,71)
shibir-headline[interactable]: ২৫ নবীন শিক্ষার্থী পেলেন ভর্তি সহায়তা xyxy=(601,398,743,431)
kaku-reporter: ■ মো: লিখন ইসলাম, বাকৃবি xyxy=(458,1416,748,1431)
duet-more-link[interactable]: ১০ পৃ: ৩-এর কলামে xyxy=(14,1390,305,1413)
pk-headline-line1[interactable]: পি কে হালদারসহ ২৫ জনের xyxy=(200,427,552,463)
parkview-photo-caption xyxy=(922,1844,1186,1857)
trees-reporter: ■ নিজস্ব প্রতিবেদক xyxy=(758,176,832,191)
waqf-body xyxy=(598,206,746,366)
airforce-headline[interactable]: বিমানবাহিনীর ১১তম স্কোয়াড্রন কমান্ডার্স কোর্সের সনদপত্র বিতরণ xyxy=(79,343,521,363)
bandarban-reporter: ■ মিনারুল হক, রুমা (বান্দরবান) ঘুরে এসে xyxy=(458,1018,748,1033)
shibir-body-text: বাংলাদেশ ইসলামী ছাত্রশিবির, ঢাকা বিশ্ববিদ্যালয় শাখার উদ্যোগে ২০২৪-২৫ শিক্ষাবর্ষে ভর্তি সহায়তা হিসেবে 'ইবনে রুশদ মেধাবৃত্তি-২০২৫' প্রদান করা হয়েছে। এ উদ্যোগের আওতায় বিভিন্ন সচ্ছল কোটা থেকে ২৫ নবীন মেধাবী শিক্ষার্থীকে বিশ্ববিদ্যালয়ে ভর্তি সহায়তা দেয়া হয়। গত ২৫ জুন ও ২৬ জুন ঢাকা বিশ্ববিদ্যালয়ের বিভিন্ন অনুষদের (ইঞ্জিনিয়ারিং, বিজ্ঞান, কলা, সামাজিক xyxy=(598,464,746,577)
tree-photo-caption xyxy=(758,648,1186,669)
tree-banner-party: বাংলাদেশ জামায়াতে ইসলামী xyxy=(1021,459,1177,515)
banner-title: CERTIFICATE AWARD CEREMONY xyxy=(93,272,507,297)
shibir-reporter: ■ ঢাবি প্রতিনিধি xyxy=(598,448,661,463)
conference-banner-line1: INAUGURATION CEREMONY xyxy=(213,1491,397,1505)
rule xyxy=(1040,104,1041,440)
